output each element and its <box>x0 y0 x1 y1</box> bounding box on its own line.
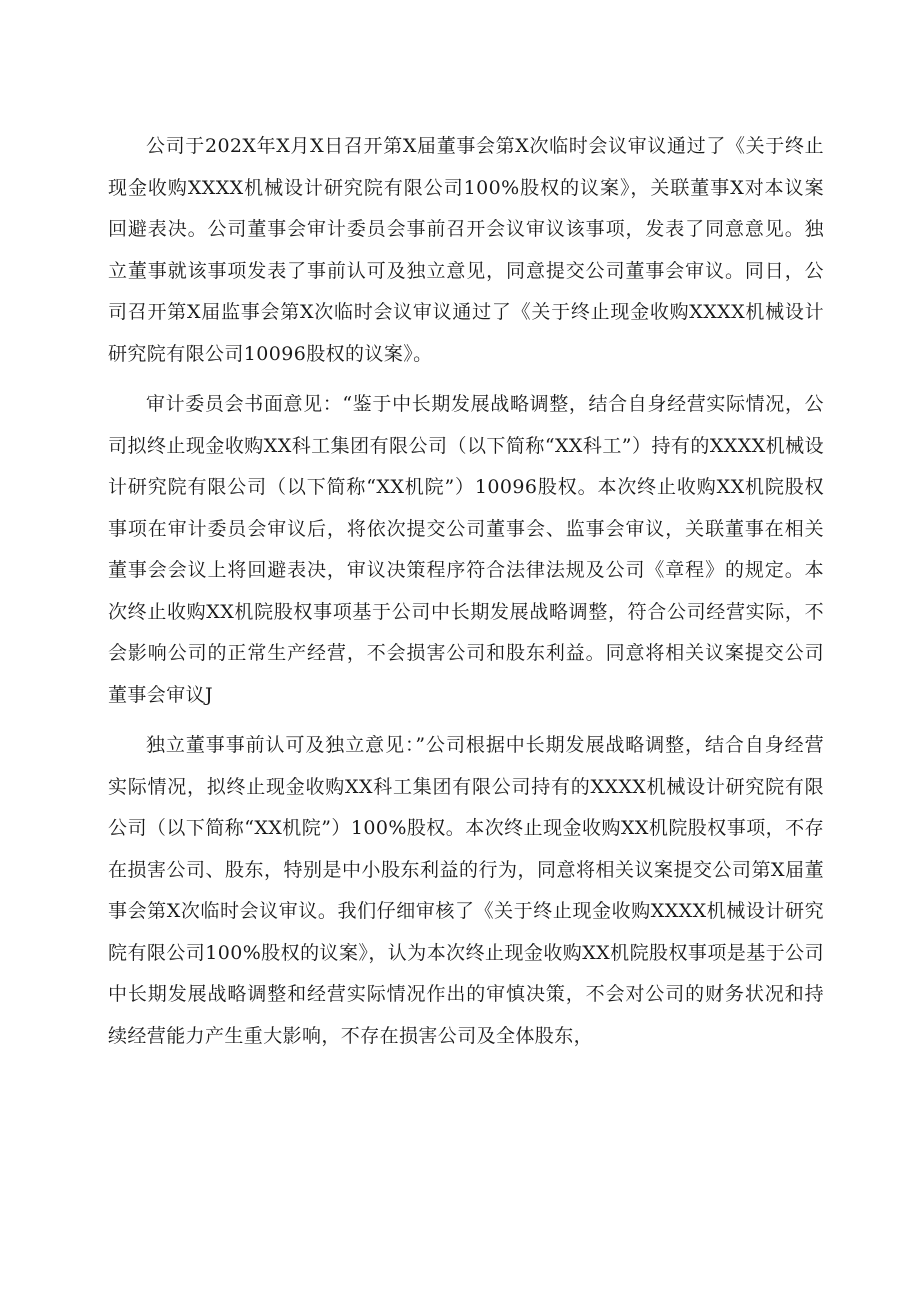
document-body <box>108 126 824 1066</box>
paragraph-audit-committee-opinion: 审计委员会书面意见：“鉴于中长期发展战略调整，结合自身经营实际情况，公司拟终止现金收购XX科工集团有限公司（以下简称“XX科工”）持有的XXXX机械设计研究院有限公司（以下简称“XX机院”）10096股权。本次终止收购XX机院股权事项在审计委员会审议后，将依次提交公司董事会、监事会审议，关联董事在相关董事会会议上将回避表决，审议决策程序符合法律法规及公司《章程》的规定。本次终止收购XX机院股权事项基于公司中长期发展战略调整，符合公司经营实际，不会影响公司的正常生产经营，不会损害公司和股东利益。同意将相关议案提交公司董事会审议J <box>108 393 824 706</box>
paragraph-board-resolution: 公司于202X年X月X日召开第X届董事会第X次临时会议审议通过了《关于终止现金收购XXXX机械设计研究院有限公司100%股权的议案》，关联董事X对本议案回避表决。公司董事会审计委员会事前召开会议审议该事项，发表了同意意见。独立董事就该事项发表了事前认可及独立意见，同意提交公司董事会审议。同日，公司召开第X届监事会第X次临时会议审议通过了《关于终止现金收购XXXX机械设计研究院有限公司10096股权的议案》。 <box>108 135 824 365</box>
paragraph-independent-director-opinion: 独立董事事前认可及独立意见：”公司根据中长期发展战略调整，结合自身经营实际情况，拟终止现金收购XX科工集团有限公司持有的XXXX机械设计研究院有限公司（以下简称“XX机院”）100%股权。本次终止现金收购XX机院股权事项，不存在损害公司、股东，特别是中小股东利益的行为，同意将相关议案提交公司第X届董事会第X次临时会议审议。我们仔细审核了《关于终止现金收购XXXX机械设计研究院有限公司100%股权的议案》，认为本次终止现金收购XX机院股权事项是基于公司中长期发展战略调整和经营实际情况作出的审慎决策，不会对公司的财务状况和持续经营能力产生重大影响，不存在损害公司及全体股东， <box>108 734 824 1047</box>
